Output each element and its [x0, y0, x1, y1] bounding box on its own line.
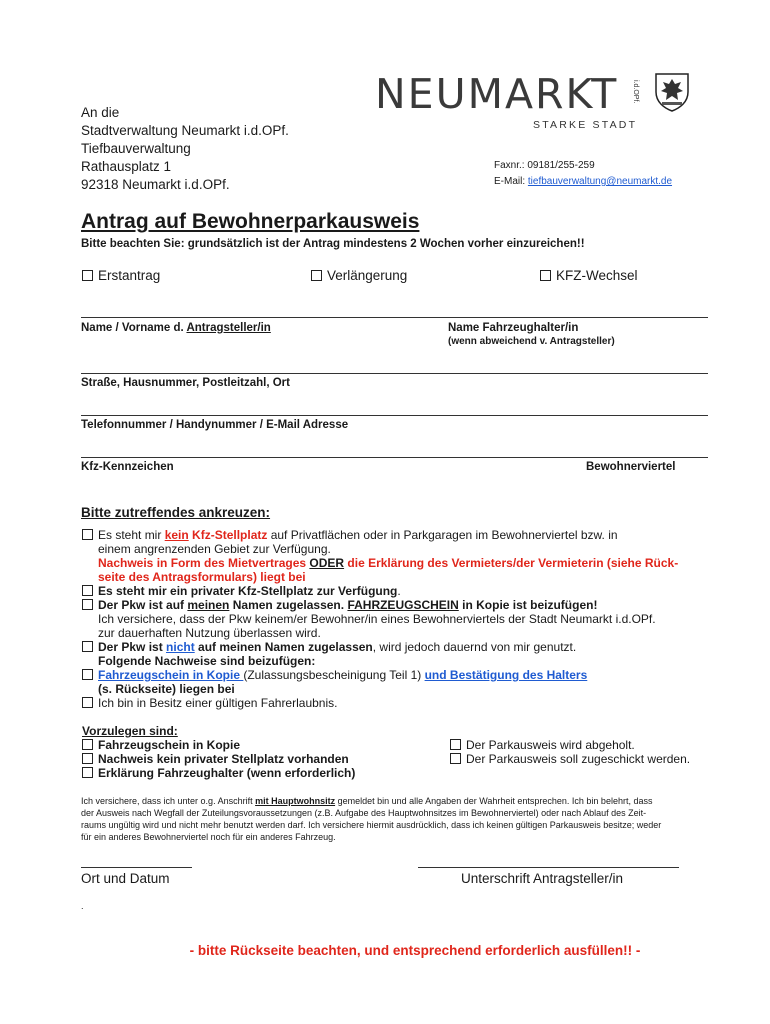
address-line: Tiefbauverwaltung: [81, 141, 191, 156]
name-field-line[interactable]: [81, 317, 708, 318]
checkbox[interactable]: [82, 585, 93, 596]
check-item-own-car[interactable]: [82, 598, 732, 612]
delivery-options: [450, 738, 690, 766]
text: Es steht mir: [98, 528, 165, 542]
footer-notice: - bitte Rückseite beachten, und entsprechend erforderlich ausfüllen!! -: [189, 943, 641, 958]
text: Nachweis kein privater Stellplatz vorhanden: [98, 752, 349, 766]
text: in Kopie ist beizufügen!: [458, 598, 598, 612]
check-item-private-parking[interactable]: [82, 584, 732, 598]
text: Ich bin in Besitz einer gültigen Fahrerlaubnis.: [98, 696, 338, 710]
logo-tagline: STARKE STADT: [533, 119, 638, 131]
section-title: Bitte zutreffendes ankreuzen:: [81, 505, 271, 520]
checkbox[interactable]: [450, 739, 461, 750]
text: Ich versichere, dass ich unter o.g. Anschrift: [81, 796, 256, 806]
text-nicht: nicht: [166, 640, 195, 654]
text: Nachweis in Form des Mietvertrages: [98, 556, 310, 570]
submit-list: [82, 724, 355, 780]
checklist: [82, 528, 732, 710]
text: Der Pkw ist auf: [98, 598, 188, 612]
city-logo: [375, 70, 618, 118]
page-title: Antrag auf Bewohnerparkausweis: [81, 210, 420, 233]
check-item-license[interactable]: [82, 696, 732, 710]
text: Der Pkw ist: [98, 640, 167, 654]
place-date-label: Ort und Datum: [81, 871, 170, 886]
fax-number: Faxnr.: 09181/255-259: [494, 160, 595, 171]
address-line: An die: [81, 105, 120, 120]
text: auf meinen Namen zugelassen: [194, 640, 373, 654]
email-line: [494, 174, 672, 190]
logo-suffix: i.d.OPf.: [632, 80, 639, 104]
option-label: KFZ-Wechsel: [556, 268, 638, 283]
place-date-line[interactable]: [81, 867, 192, 868]
text-line: raums ungültig wird und nicht mehr benutzt werden darf. Ich versichere hiermit ausdrücklich, dass ich keinen gültigen Parkausweis besitze; weder: [81, 820, 662, 830]
address-line: 92318 Neumarkt i.d.OPf.: [81, 177, 230, 192]
text-line: zur dauerhaften Nutzung überlassen wird.: [98, 626, 321, 640]
text: , wird jedoch dauernd von mir genutzt.: [372, 640, 577, 654]
address-line: Stadtverwaltung Neumarkt i.d.OPf.: [81, 123, 289, 138]
text-meinen: meinen: [187, 598, 230, 612]
submit-item[interactable]: [82, 752, 355, 766]
text: Der Parkausweis wird abgeholt.: [466, 738, 635, 752]
option-erstantrag[interactable]: [82, 268, 160, 283]
address-line: Rathausplatz 1: [81, 159, 172, 174]
checkbox[interactable]: [82, 641, 93, 652]
checkbox[interactable]: [82, 767, 93, 778]
text: auf Privatflächen oder in Parkgaragen im Bewohnerviertel bzw. in: [267, 528, 618, 542]
option-label: Verlängerung: [327, 268, 408, 283]
text-kein: kein: [164, 528, 189, 542]
phone-label: Telefonnummer / Handynummer / E-Mail Adresse: [81, 419, 349, 431]
coat-of-arms-icon: [652, 72, 692, 112]
plate-field-line[interactable]: [81, 457, 708, 458]
recipient-address: [81, 104, 289, 194]
check-item-other-owner[interactable]: [82, 640, 732, 654]
street-label: Straße, Hausnummer, Postleitzahl, Ort: [81, 377, 290, 389]
checkbox[interactable]: [540, 270, 551, 281]
text: Fahrzeugschein in Kopie: [98, 738, 241, 752]
text: Namen zugelassen.: [229, 598, 348, 612]
option-verlaengerung[interactable]: [311, 268, 407, 283]
checkbox[interactable]: [82, 599, 93, 610]
checkbox[interactable]: [82, 270, 93, 281]
text-line: (s. Rückseite) liegen bei: [98, 682, 235, 696]
text: die Erklärung des Vermieters/der Vermieterin (siehe Rück-: [344, 556, 679, 570]
option-label: Erstantrag: [98, 268, 161, 283]
text-fahrzeugschein: FAHRZEUGSCHEIN: [347, 598, 459, 612]
text: (Zulassungsbescheinigung Teil 1): [243, 668, 425, 682]
text-line: für ein anderes Bewohnerviertel noch für ein anderes Fahrzeug.: [81, 832, 336, 842]
declaration: [81, 795, 761, 843]
holder-note: (wenn abweichend v. Antragsteller): [448, 336, 615, 347]
text-line: Folgende Nachweise sind beizufügen:: [98, 654, 316, 668]
text: Fahrzeugschein in Kopie: [98, 668, 244, 682]
checkbox[interactable]: [82, 529, 93, 540]
text-line: Ich versichere, dass der Pkw keinem/er Bewohner/in eines Bewohnerviertels der Stadt Neumarkt i.d.OPf.: [98, 612, 656, 626]
text: Erklärung Fahrzeughalter (wenn erforderlich): [98, 766, 356, 780]
checkbox[interactable]: [311, 270, 322, 281]
email-link[interactable]: tiefbauverwaltung@neumarkt.de: [527, 176, 673, 187]
check-item-no-parking[interactable]: [82, 528, 732, 542]
submit-item[interactable]: [82, 766, 355, 780]
district-label: Bewohnerviertel: [586, 461, 676, 473]
deadline-notice: Bitte beachten Sie: grundsätzlich ist der Antrag mindestens 2 Wochen vorher einzureichen!!: [81, 238, 585, 250]
signature-label: Unterschrift Antragsteller/in: [461, 871, 624, 886]
text: .: [397, 584, 401, 598]
text: gemeldet bin und alle Angaben der Wahrheit entsprechen. Ich bin belehrt, dass: [335, 796, 653, 806]
holder-label: Name Fahrzeughalter/in: [448, 322, 579, 334]
text: Kfz-Stellplatz: [188, 528, 268, 542]
name-label-text: Name / Vorname d.: [81, 322, 187, 334]
option-kfz-wechsel[interactable]: [540, 268, 638, 283]
text: Es steht mir ein privater Kfz-Stellplatz zur Verfügung: [98, 584, 398, 598]
text-oder: ODER: [309, 556, 345, 570]
text-line: seite des Antragsformulars) liegt bei: [98, 570, 306, 584]
submit-title: Vorzulegen sind:: [82, 724, 178, 738]
checkbox[interactable]: [82, 669, 93, 680]
signature-line[interactable]: [418, 867, 679, 868]
email-label: E-Mail:: [494, 176, 528, 187]
logo-wordmark: NEUMARKT: [375, 70, 619, 118]
delivery-mail[interactable]: [450, 752, 690, 766]
name-label-underlined: Antragsteller/in: [186, 322, 271, 334]
delivery-pickup[interactable]: [450, 738, 690, 752]
check-item-documents[interactable]: [82, 668, 732, 682]
street-field-line[interactable]: [81, 373, 708, 374]
text: und Bestätigung des Halters: [424, 668, 588, 682]
name-label: [81, 322, 271, 334]
checkbox[interactable]: [82, 753, 93, 764]
checkbox[interactable]: [450, 753, 461, 764]
text-line: der Ausweis nach Wegfall der Zuteilungsvoraussetzungen (z.B. Aufgabe des Hauptwohnsitzes im Bewohnerviertel) oder nach Ablauf des Zeit-: [81, 808, 647, 818]
text-hauptwohnsitz: mit Hauptwohnsitz: [255, 796, 336, 806]
stray-dot: .: [81, 901, 84, 911]
text-line: einem angrenzenden Gebiet zur Verfügung.: [98, 542, 331, 556]
text: Der Parkausweis soll zugeschickt werden.: [466, 752, 691, 766]
checkbox[interactable]: [82, 739, 93, 750]
phone-field-line[interactable]: [81, 415, 708, 416]
plate-label: Kfz-Kennzeichen: [81, 461, 174, 473]
submit-item[interactable]: [82, 738, 355, 752]
proof-note: [82, 556, 732, 570]
checkbox[interactable]: [82, 697, 93, 708]
